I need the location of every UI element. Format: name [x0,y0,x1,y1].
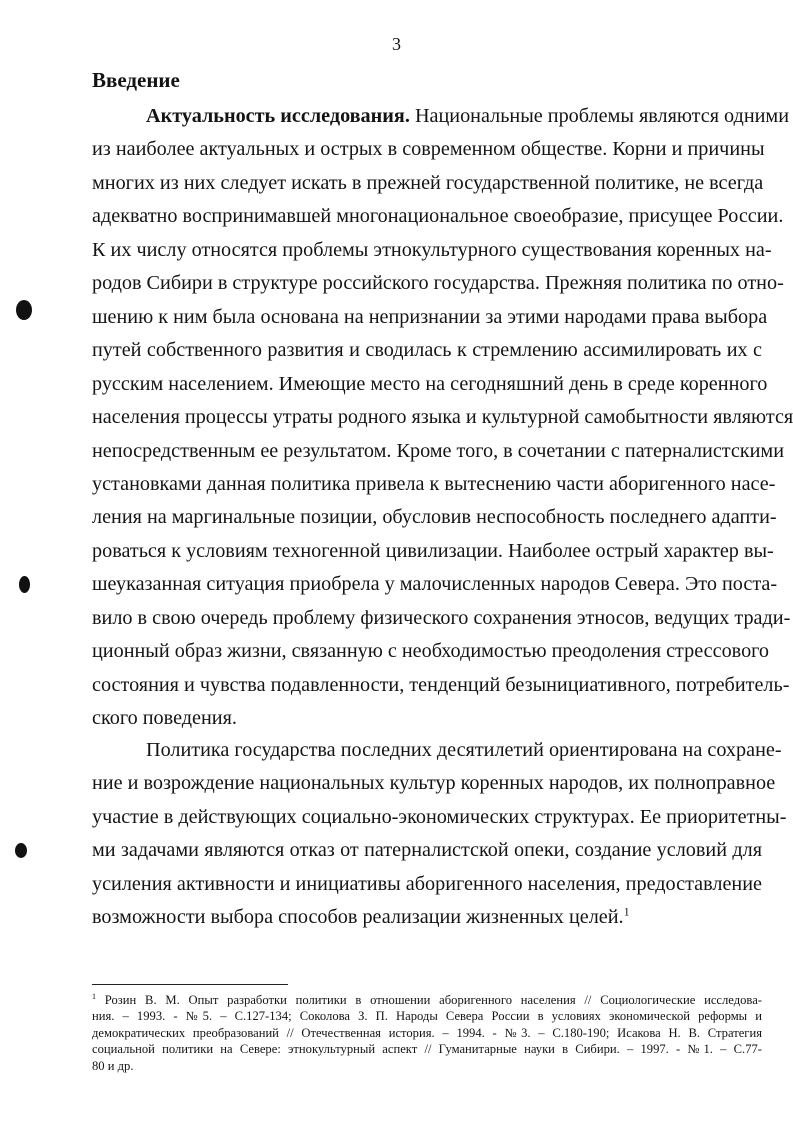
text-line: непосредственным ее результатом. Кроме того, в сочетании с патерналистскими [92,439,785,462]
text-line: ние и возрождение национальных культур коренных народов, их полноправное [92,772,776,795]
text-line: шению к ним была основана на непризнании за этими народами права выбора [92,305,768,328]
page-number: 3 [392,34,401,54]
binder-hole-mark [16,300,32,320]
text-line: ми задачами являются отказ от патерналистской опеки, создание условий для [92,839,762,862]
paragraph-state-policy [92,734,787,935]
binder-hole-mark [19,576,30,593]
footnote-separator [92,984,288,985]
text-line: шеуказанная ситуация приобрела у малочисленных народов Севера. Это поста- [92,573,778,596]
footnote-line [92,992,762,1008]
text-line: усиления активности и инициативы аборигенного населения, предоставление [92,872,762,895]
footnote-line: ния. – 1993. - №5. – С.127-134; Соколова З. П. Народы Севера России в условиях экономической реформы и [92,1009,762,1024]
lead-phrase: Актуальность исследования. [146,105,410,127]
text-line-last [92,901,762,934]
binder-hole-mark [15,843,27,858]
text-line-content: возможности выбора способов реализации жизненных целей. [92,906,624,929]
footnote [92,992,762,1074]
text-line: Политика государства последних десятилетий ориентирована на сохране- [146,739,782,761]
footnote-line: 80 и др. [92,1058,134,1073]
section-heading: Введение [92,68,180,92]
paragraph-relevance [92,100,793,736]
footnote-line: демократических преобразований // Отечественная история. – 1994. - №3. – С.180-190; Исакова Н. В. Стратегия [92,1025,762,1040]
text-line: путей собственного развития и сводилась к стремлению ассимилировать их с [92,339,762,362]
text-line-content: Национальные проблемы являются одними [409,105,790,127]
footnote-line: социальной политики на Севере: этнокультурный аспект // Гуманитарные науки в Сибири. – 1997. - №1. – С.77- [92,1042,762,1057]
footnote-line-content: Розин В. М. Опыт разработки политики в отношении аборигенного населения // Социологические исследова- [96,993,762,1007]
text-line: адекватно воспринимавшей многонациональное своеобразие, присущее России. [92,205,784,228]
text-line: ционный образ жизни, связанную с необходимостью преодоления стрессового [92,640,770,663]
footnote-reference[interactable]: 1 [623,904,630,919]
text-line: К их числу относятся проблемы этнокультурного существования коренных на- [92,238,772,261]
footnote-marker: 1 [92,991,96,1001]
text-line: ского поведения. [92,707,237,730]
text-line: участие в действующих социально-экономических структурах. Ее приоритетны- [92,805,787,828]
text-line: населения процессы утраты родного языка и культурной самобытности являются [92,406,793,429]
text-line: ления на маргинальные позиции, обусловив неспособность последнего адапти- [92,506,777,529]
text-line: вило в свою очередь проблему физического сохранения этносов, ведущих тради- [92,606,791,629]
text-line: установками данная политика привела к вытеснению части аборигенного насе- [92,472,776,495]
text-line: родов Сибири в структуре российского государства. Прежняя политика по отно- [92,272,784,295]
text-line [92,100,790,133]
text-line: русским населением. Имеющие место на сегодняшний день в среде коренного [92,372,768,395]
text-line: из наиболее актуальных и острых в современном обществе. Корни и причины [92,138,765,161]
text-line: роваться к условиям техногенной цивилизации. Наиболее острый характер вы- [92,539,774,562]
text-line: многих из них следует искать в прежней государственной политике, не всегда [92,171,764,194]
text-line: состояния и чувства подавленности, тенденций безынициативного, потребитель- [92,673,790,696]
